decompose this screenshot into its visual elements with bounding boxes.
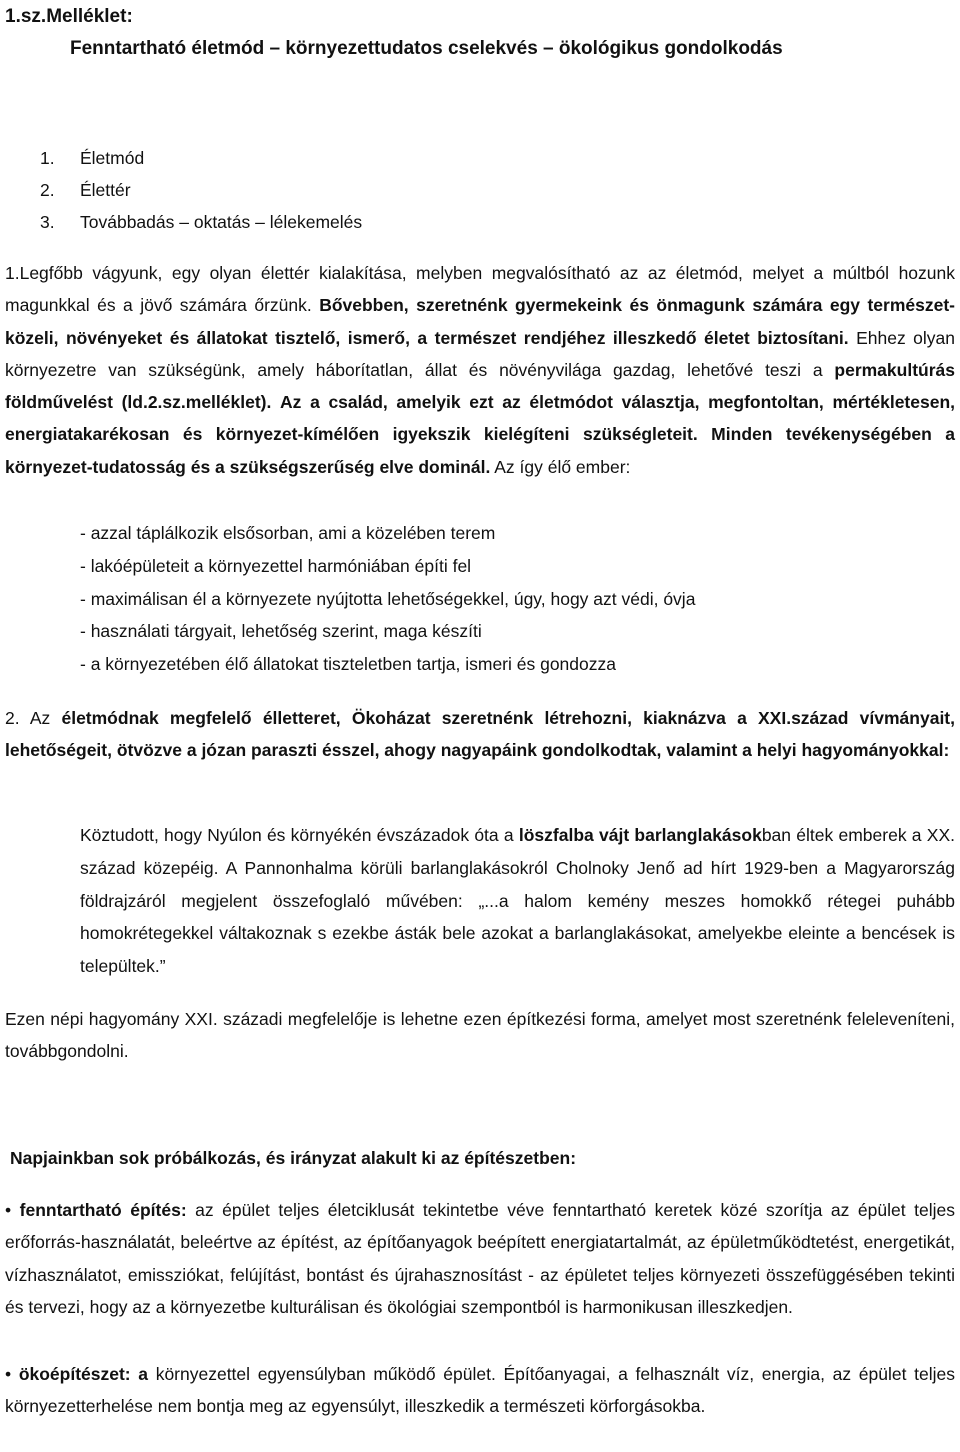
toc-text: Életmód: [80, 148, 145, 168]
toc-number: 3.: [40, 212, 55, 232]
bullet-dot: •: [5, 1364, 12, 1384]
toc-list: [40, 142, 362, 238]
quote-intro: Köztudott, hogy Nyúlon és környékén évszázadok óta a: [80, 825, 519, 845]
section1-paragraph: [5, 257, 955, 483]
s1-wish: Bővebben, szeretnénk gyermekeink és önmagunk számára egy természet-közeli, növényeket és állatokat tisztelő, ismerő, a természet rendjéhez illeszkedő életet biztosítani.: [5, 295, 955, 348]
tradition-paragraph: Ezen népi hagyomány XXI. századi megfelelője is lehetne ezen építkezési forma, amelyet most szeretnénk feleleveníteni, továbbgondolni.: [5, 1009, 955, 1062]
bullet-dot: •: [5, 1200, 12, 1220]
section2-paragraph: [5, 702, 955, 767]
quote-highlight: löszfalba vájt barlanglakások: [518, 825, 762, 845]
cave-dwelling-quote: [80, 819, 955, 983]
toc-item: [40, 142, 362, 174]
bullet-term: ökoépítészet: a: [18, 1364, 149, 1384]
annex-title: 1.sz.Melléklet:: [5, 6, 133, 27]
architecture-heading: Napjainkban sok próbálkozás, és irányzat alakult ki az építészetben:: [10, 1148, 577, 1168]
toc-item: [40, 174, 362, 206]
s1-family: Az a család, amelyik ezt az életmódot választja, megfontoltan, mértékletesen, energiatakarékosan és környezet-kímélően igyekszik kielégíteni szükségleteit. Minden tevékenységében a környezet-tudatosság és a szükségszerűség elve dominál.: [5, 392, 956, 477]
list-item: - használati tárgyait, lehetőség szerint, maga készíti: [80, 621, 482, 642]
quote-rest: ban éltek emberek a XX. század közepéig. A Pannonhalma körüli barlanglakásokról Cholnoky Jenő ad hírt 1929-ben a Magyarország földrajzáról megjelent összefoglaló művében: „...a halom kemény meszes homokkő rétegei puhább homokrétegekkel váltakoznak s ezekbe ásták bele azokat a barlanglakásokat, amelyekbe eleinte a bencések is települtek.”: [80, 825, 955, 977]
toc-number: 1.: [40, 148, 55, 168]
list-item: - maximálisan él a környezete nyújtotta lehetőségekkel, úgy, hogy azt védi, óvja: [80, 588, 696, 609]
lifestyle-list: [80, 517, 695, 681]
bullet-sustainable-building: [5, 1194, 955, 1323]
list-item: - lakóépületeit a környezettel harmóniában építi fel: [80, 555, 472, 576]
bullet-text: környezettel egyensúlyban működő épület. Építőanyagai, a felhasznált víz, energia, az épület teljes környezetterhelése nem bontja meg az egyensúlyt, illeszkedik a természeti körforgásokba.: [5, 1364, 955, 1417]
list-item: - azzal táplálkozik elsősorban, ami a közelében terem: [80, 523, 496, 543]
s2-text: életmódnak megfelelő élletteret, Ökoházat szeretnénk létrehozni, kiaknázva a XXI.század vívmányait, lehetőségeit, ötvözve a józan paraszti ésszel, ahogy nagyapáink gondolkodtak, valamint a helyi hagyományokkal:: [5, 708, 955, 761]
main-title: Fenntartható életmód – környezettudatos cselekvés – ökológikus gondolkodás: [70, 38, 783, 59]
toc-text: Továbbadás – oktatás – lélekemelés: [80, 212, 363, 232]
list-item: - a környezetében élő állatokat tiszteletben tartja, ismeri és gondozza: [80, 654, 616, 675]
bullet-eco-architecture: [5, 1358, 955, 1423]
s1-intro: 1.Legfőbb vágyunk, egy olyan élettér kialakítása, melyben megvalósítható az az életmód, melyet a múltból hozunk magunkkal és a jövő számára őrzünk.: [5, 263, 955, 316]
bullet-text: az épület teljes életciklusát tekintetbe véve fenntartható keretek közé szorítja az épület teljes erőforrás-használatát, beleértve az építést, az építőanyagok beépített energiatartalmát, az épületműködtetést, energetikát, vízhasználatot, emissziókat, felújítást, bontást és újrahasznosítást - az épületet teljes környezeti összefüggésében tekinti és tervezi, hogy az a környezetbe kulturálisan és ökológiai szempontból is harmonikusan illeszkedjen.: [5, 1200, 955, 1317]
bullet-term: fenntartható építés:: [19, 1200, 187, 1220]
s1-permaculture: permakultúrás földművelést (ld.2.sz.melléklet).: [5, 359, 955, 413]
s1-person: Az így élő ember:: [490, 456, 631, 477]
toc-number: 2.: [40, 180, 55, 200]
s1-env: Ehhez olyan környezetre van szükségünk, amely háborítatlan, állat és növényvilága gazdag, lehetővé teszi a: [5, 327, 955, 380]
s2-number: 2. Az: [5, 708, 62, 728]
toc-text: Élettér: [80, 180, 131, 200]
toc-item: [40, 206, 362, 238]
